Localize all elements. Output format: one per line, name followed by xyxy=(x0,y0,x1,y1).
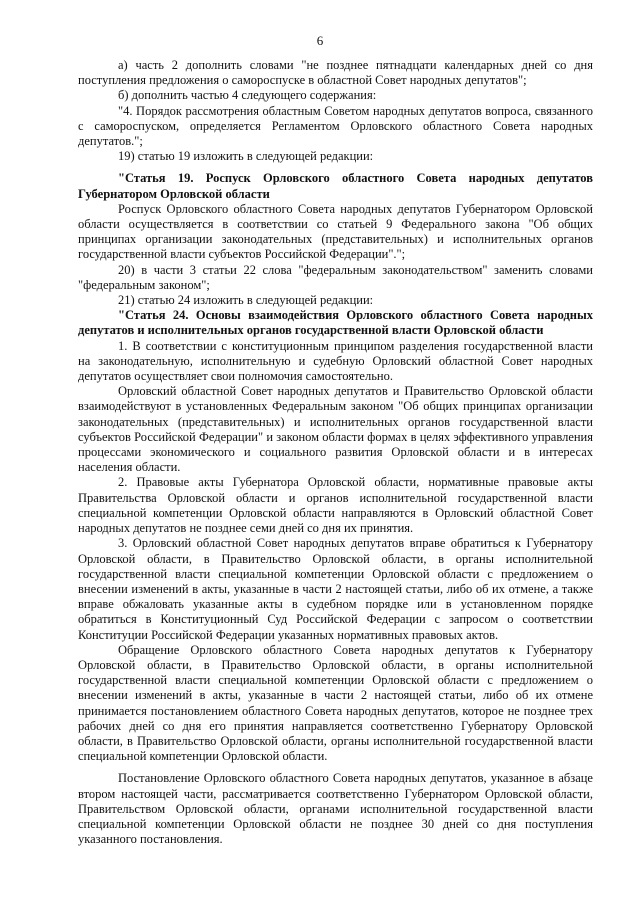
paragraph-article-24-part-2: 2. Правовые акты Губернатора Орловской области, нормативные правовые акты Правительства Орловской области и органов исполнительной государственной власти специальной компетенции Орловской области направляются в Орловский областной Совет народных депутатов не позднее семи дней со дня их принятия. xyxy=(78,475,593,536)
document-body xyxy=(78,58,593,847)
page-number: 6 xyxy=(316,33,324,48)
paragraph-item-21: 21) статью 24 изложить в следующей редакции: xyxy=(118,293,374,308)
paragraph-item-20: 20) в части 3 статьи 22 слова "федеральным законодательством" заменить словами "федеральным законом"; xyxy=(78,262,593,292)
paragraph-appeal: Обращение Орловского областного Совета народных депутатов к Губернатору Орловской области, в Правительство Орловской области, в органы исполнительной государственной власти специальной компетенции Орловской области с предложением о внесении изменений в акты, указанные в части 2 настоящей статьи, либо об их отмене принимается постановлением областного Совета народных депутатов, которое не позднее трех рабочих дней со дня его принятия направляется соответственно Губернатору Орловской области, в Правительство Орловской области, органы исполнительной государственной власти специальной компетенции Орловской области. xyxy=(78,642,593,764)
article-24-heading: "Статья 24. Основы взаимодействия Орловского областного Совета народных депутатов и исполнительных органов государственной власти Орловской области xyxy=(78,308,593,338)
paragraph-article-24-part-3: 3. Орловский областной Совет народных депутатов вправе обратиться к Губернатору Орловской области, в Правительство Орловской области, в органы исполнительной государственной власти специальной компетенции Орловской области с предложением о внесении изменений в акты, указанные в части 2 настоящей статьи, либо об их отмене, а также вправе обжаловать указанные акты в судебном порядке или в установленном порядке обратиться в Конституционный Суд Российской Федерации с запросом о соответствии Конституции Российской Федерации указанных нормативных правовых актов. xyxy=(78,536,593,642)
article-19-heading: "Статья 19. Роспуск Орловского областного Совета народных депутатов Губернатором Орловской области xyxy=(78,171,593,201)
paragraph-resolution: Постановление Орловского областного Совета народных депутатов, указанное в абзаце втором настоящей части, рассматривается соответственно Губернатором Орловской области, Правительством Орловской области, органами исполнительной государственной власти специальной компетенции Орловской области не позднее 30 дней со дня поступления указанного постановления. xyxy=(78,771,593,847)
paragraph-article-19-text: Роспуск Орловского областного Совета народных депутатов Губернатором Орловской области осуществляется в соответствии со статьей 9 Федерального закона "Об общих принципах организации законодательных (представительных) и исполнительных органов государственной власти субъектов Российской Федерации"."; xyxy=(78,201,593,262)
paragraph-interaction: Орловский областной Совет народных депутатов и Правительство Орловской области взаимодействуют в установленных Федеральным законом "Об общих принципах организации законодательных (представительных) и исполнительных органов государственной власти субъектов Российской Федерации" и законом области формах в целях эффективного управления процессами экономического и социального развития Орловской области и в интересах населения области. xyxy=(78,384,593,475)
paragraph-amend-part-2: а) часть 2 дополнить словами "не позднее пятнадцати календарных дней со дня поступления предложения о самороспуске в областной Совет народных депутатов"; xyxy=(78,58,593,88)
paragraph-item-19: 19) статью 19 изложить в следующей редакции: xyxy=(118,149,374,164)
paragraph-part-4-text: "4. Порядок рассмотрения областным Советом народных депутатов вопроса, связанного с самороспуском, определяется Регламентом Орловского областного Совета народных депутатов."; xyxy=(78,103,593,149)
paragraph-article-24-part-1: 1. В соответствии с конституционным принципом разделения государственной власти на законодательную, исполнительную и судебную Орловский областной Совет народных депутатов осуществляет свои полномочия самостоятельно. xyxy=(78,338,593,384)
paragraph-add-part-4: б) дополнить частью 4 следующего содержания: xyxy=(118,88,377,103)
